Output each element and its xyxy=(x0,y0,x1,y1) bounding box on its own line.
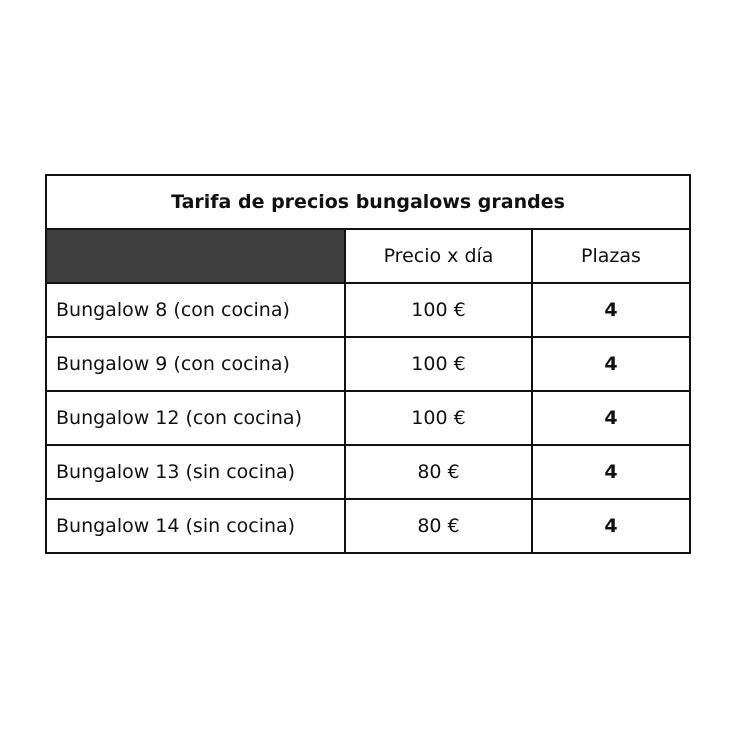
table-header-row xyxy=(46,229,690,283)
table-row xyxy=(46,391,690,445)
bungalow-price: 100 € xyxy=(345,337,532,391)
table-title: Tarifa de precios bungalows grandes xyxy=(46,175,690,229)
header-plazas: Plazas xyxy=(532,229,690,283)
bungalow-plazas: 4 xyxy=(532,445,690,499)
bungalow-price: 80 € xyxy=(345,499,532,553)
header-price: Precio x día xyxy=(345,229,532,283)
bungalow-plazas: 4 xyxy=(532,499,690,553)
table-row xyxy=(46,499,690,553)
bungalow-plazas: 4 xyxy=(532,337,690,391)
bungalow-name: Bungalow 14 (sin cocina) xyxy=(46,499,345,553)
bungalow-name: Bungalow 13 (sin cocina) xyxy=(46,445,345,499)
price-table xyxy=(45,174,691,554)
bungalow-name: Bungalow 12 (con cocina) xyxy=(46,391,345,445)
table-title-row xyxy=(46,175,690,229)
header-empty-cell xyxy=(46,229,345,283)
table-row xyxy=(46,283,690,337)
bungalow-name: Bungalow 8 (con cocina) xyxy=(46,283,345,337)
bungalow-price: 100 € xyxy=(345,283,532,337)
table-row xyxy=(46,445,690,499)
table-row xyxy=(46,337,690,391)
bungalow-plazas: 4 xyxy=(532,391,690,445)
bungalow-plazas: 4 xyxy=(532,283,690,337)
bungalow-price: 80 € xyxy=(345,445,532,499)
bungalow-price: 100 € xyxy=(345,391,532,445)
bungalow-name: Bungalow 9 (con cocina) xyxy=(46,337,345,391)
